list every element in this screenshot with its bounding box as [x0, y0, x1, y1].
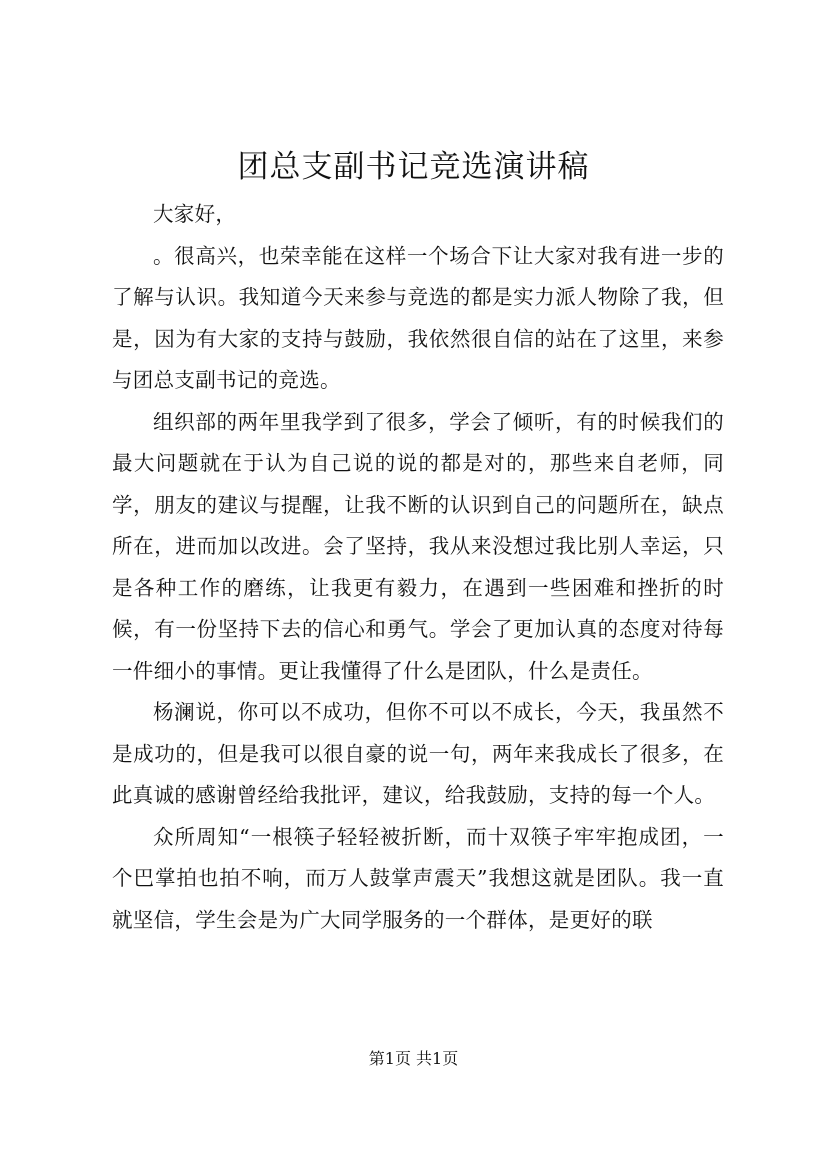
page-footer: 第1页 共1页 [368, 1049, 459, 1068]
document-title: 团总支副书记竞选演讲稿 [237, 149, 590, 185]
paragraph-growth: 杨澜说，你可以不成功，但你不可以不成长，今天，我虽然不是成功的，但是我可以很自豪的说一句，两年来我成长了很多，在此真诚的感谢曾经给我批评，建议，给我鼓励，支持的每一个人。 [112, 700, 724, 807]
paragraph-teamwork: 众所周知“一根筷子轻轻被折断，而十双筷子牢牢抱成团，一个巴掌拍也拍不响，而万人鼓掌声震天”我想这就是团队。我一直就坚信，学生会是为广大同学服务的一个群体，是更好的联 [112, 824, 724, 932]
paragraph-intro: 。很高兴，也荣幸能在这样一个场合下让大家对我有进一步的了解与认识。我知道今天来参与竞选的都是实力派人物除了我，但是，因为有大家的支持与鼓励，我依然很自信的站在了这里，来参与团总支副书记的竞选。 [112, 243, 724, 392]
paragraph-greeting: 大家好， [153, 202, 237, 226]
paragraph-experience: 组织部的两年里我学到了很多，学会了倾听，有的时候我们的最大问题就在于认为自己说的说的都是对的，那些来自老师，同学，朋友的建议与提醒，让我不断的认识到自己的问题所在，缺点所在，进而加以改进。会了坚持，我从来没想过我比别人幸运，只是各种工作的磨练，让我更有毅力，在遇到一些困难和挫折的时候，有一份坚持下去的信心和勇气。学会了更加认真的态度对待每一件细小的事情。更让我懂得了什么是团队，什么是责任。 [112, 409, 724, 683]
document-body [112, 194, 724, 941]
